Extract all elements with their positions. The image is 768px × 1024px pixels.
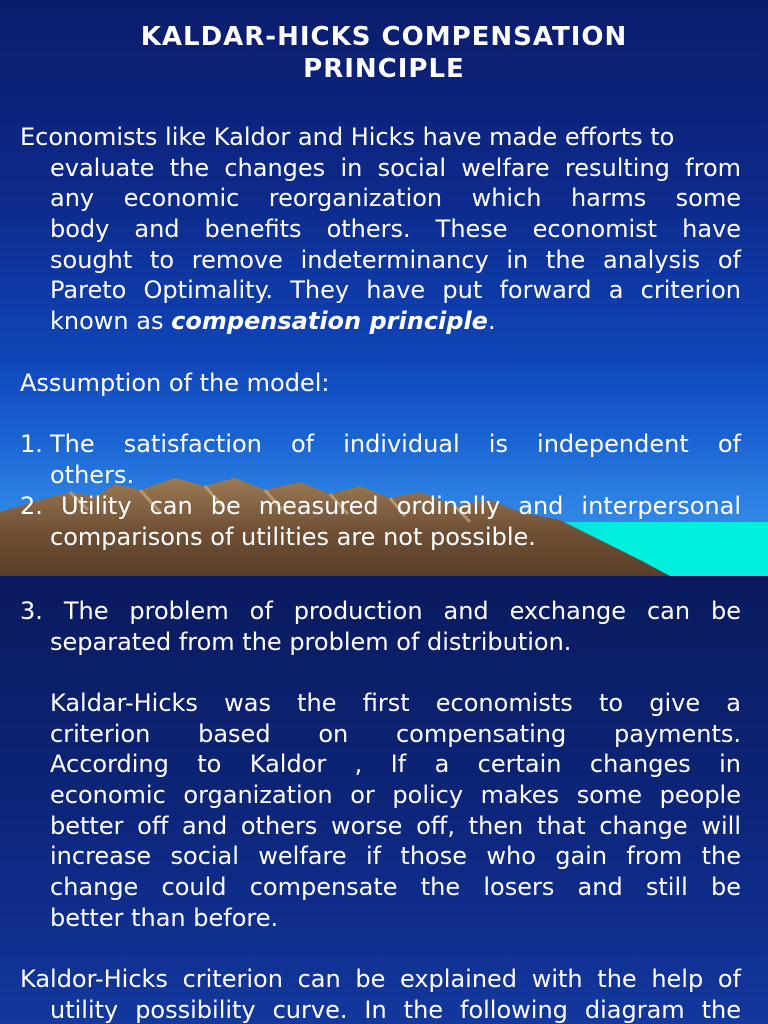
text-line: 3. The problem of production and exchange can be xyxy=(20,597,741,625)
text-line xyxy=(20,429,741,460)
text-line: comparisons of utilities are not possible. xyxy=(50,522,536,551)
list-number: 1. xyxy=(20,430,43,458)
text-line: utility possibility curve. In the following diagram the xyxy=(50,995,741,1024)
list-text: The satisfaction of individual is independent of xyxy=(50,430,741,458)
text-fragment: . xyxy=(487,307,496,336)
text-line: separated from the problem of distribution. xyxy=(50,627,572,656)
heading-text: Assumption of the model: xyxy=(20,369,330,397)
text-line: better off and others worse off, then that change will xyxy=(50,811,741,840)
intro-paragraph xyxy=(20,122,741,337)
text-line: 2. Utility can be measured ordinally and interpersonal xyxy=(20,492,741,520)
text-line: increase social welfare if those who gain from the xyxy=(50,842,741,871)
text-line: sought to remove indeterminancy in the analysis of xyxy=(50,245,741,274)
assumption-item-3 xyxy=(20,596,741,657)
text-line: others. xyxy=(50,460,135,489)
text-line: evaluate the changes in social welfare resulting from xyxy=(50,153,741,182)
text-line: better than before. xyxy=(50,903,279,932)
text-line: According to Kaldor , If a certain changes in xyxy=(50,750,741,779)
text-line: Kaldar-Hicks was the first economists to give a xyxy=(50,689,741,717)
text-line: change could compensate the losers and still be xyxy=(50,873,741,902)
text-line: body and benefits others. These economist have xyxy=(50,215,741,244)
text-line: Kaldor-Hicks criterion can be explained with the help of xyxy=(20,965,741,993)
text-fragment: known as xyxy=(50,307,172,336)
text-line: Economists like Kaldor and Hicks have made efforts to xyxy=(20,123,675,151)
assumption-item-2 xyxy=(20,491,741,552)
text-line: economic organization or policy makes some people xyxy=(50,781,741,810)
emphasis-term: compensation principle xyxy=(171,307,488,336)
title-line: PRINCIPLE xyxy=(303,54,465,84)
text-line: Pareto Optimality. They have put forward a criterion xyxy=(50,276,741,305)
title-line: KALDAR-HICKS COMPENSATION xyxy=(140,22,628,52)
page-title xyxy=(0,21,768,85)
assumption-item-1 xyxy=(20,429,741,490)
closing-paragraph xyxy=(20,964,741,1024)
text-line: criterion based on compensating payments. xyxy=(50,719,741,748)
text-line: any economic reorganization which harms some xyxy=(50,184,741,213)
kaldar-paragraph xyxy=(20,688,741,934)
text-line xyxy=(20,306,741,337)
assumptions-heading xyxy=(20,368,741,399)
